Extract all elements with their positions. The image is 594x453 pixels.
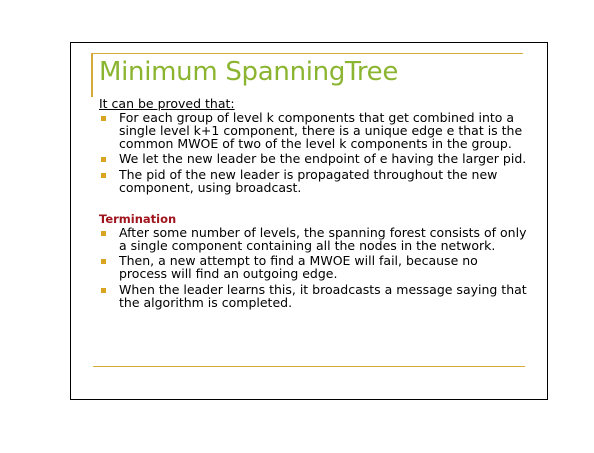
title-accent-top-line [91, 53, 523, 54]
bullet-item [99, 281, 529, 310]
bullet-text: Then, a new attempt to find a MWOE will fail, because no process will find an outgoing edge. [119, 253, 478, 282]
bullet-text: After some number of levels, the spanning forest consists of only a single component containing all the nodes in the network. [119, 224, 527, 253]
footer-divider-line [93, 366, 525, 367]
termination-heading: Termination [99, 211, 177, 226]
bullet-text: When the leader learns this, it broadcasts a message saying that the algorithm is completed. [119, 281, 527, 310]
termination-bullet-list [99, 224, 529, 310]
bullet-item [99, 169, 529, 195]
bullet-item [99, 112, 529, 150]
square-bullet-icon [101, 157, 106, 162]
intro-text: It can be proved that: [99, 96, 235, 111]
slide [70, 42, 548, 400]
bullet-text: We let the new leader be the endpoint of e having the larger pid. [119, 151, 527, 167]
square-bullet-icon [101, 116, 106, 121]
square-bullet-icon [101, 231, 106, 236]
bullet-text: The pid of the new leader is propagated throughout the new component, using broadcast. [119, 167, 498, 195]
square-bullet-icon [101, 259, 106, 264]
bullet-item [99, 224, 529, 253]
slide-title: Minimum SpanningTree [99, 57, 399, 87]
bullet-item [99, 153, 529, 166]
slide-body [99, 96, 529, 313]
bullet-text: For each group of level k components that get combined into a single level k+1 component, there is a unique edge e that is the common MWOE of two of the level k components in the group. [119, 110, 523, 151]
title-accent-vertical-line [91, 53, 93, 97]
square-bullet-icon [101, 288, 106, 293]
square-bullet-icon [101, 173, 106, 178]
bullet-list [99, 112, 529, 195]
bullet-item [99, 255, 529, 281]
